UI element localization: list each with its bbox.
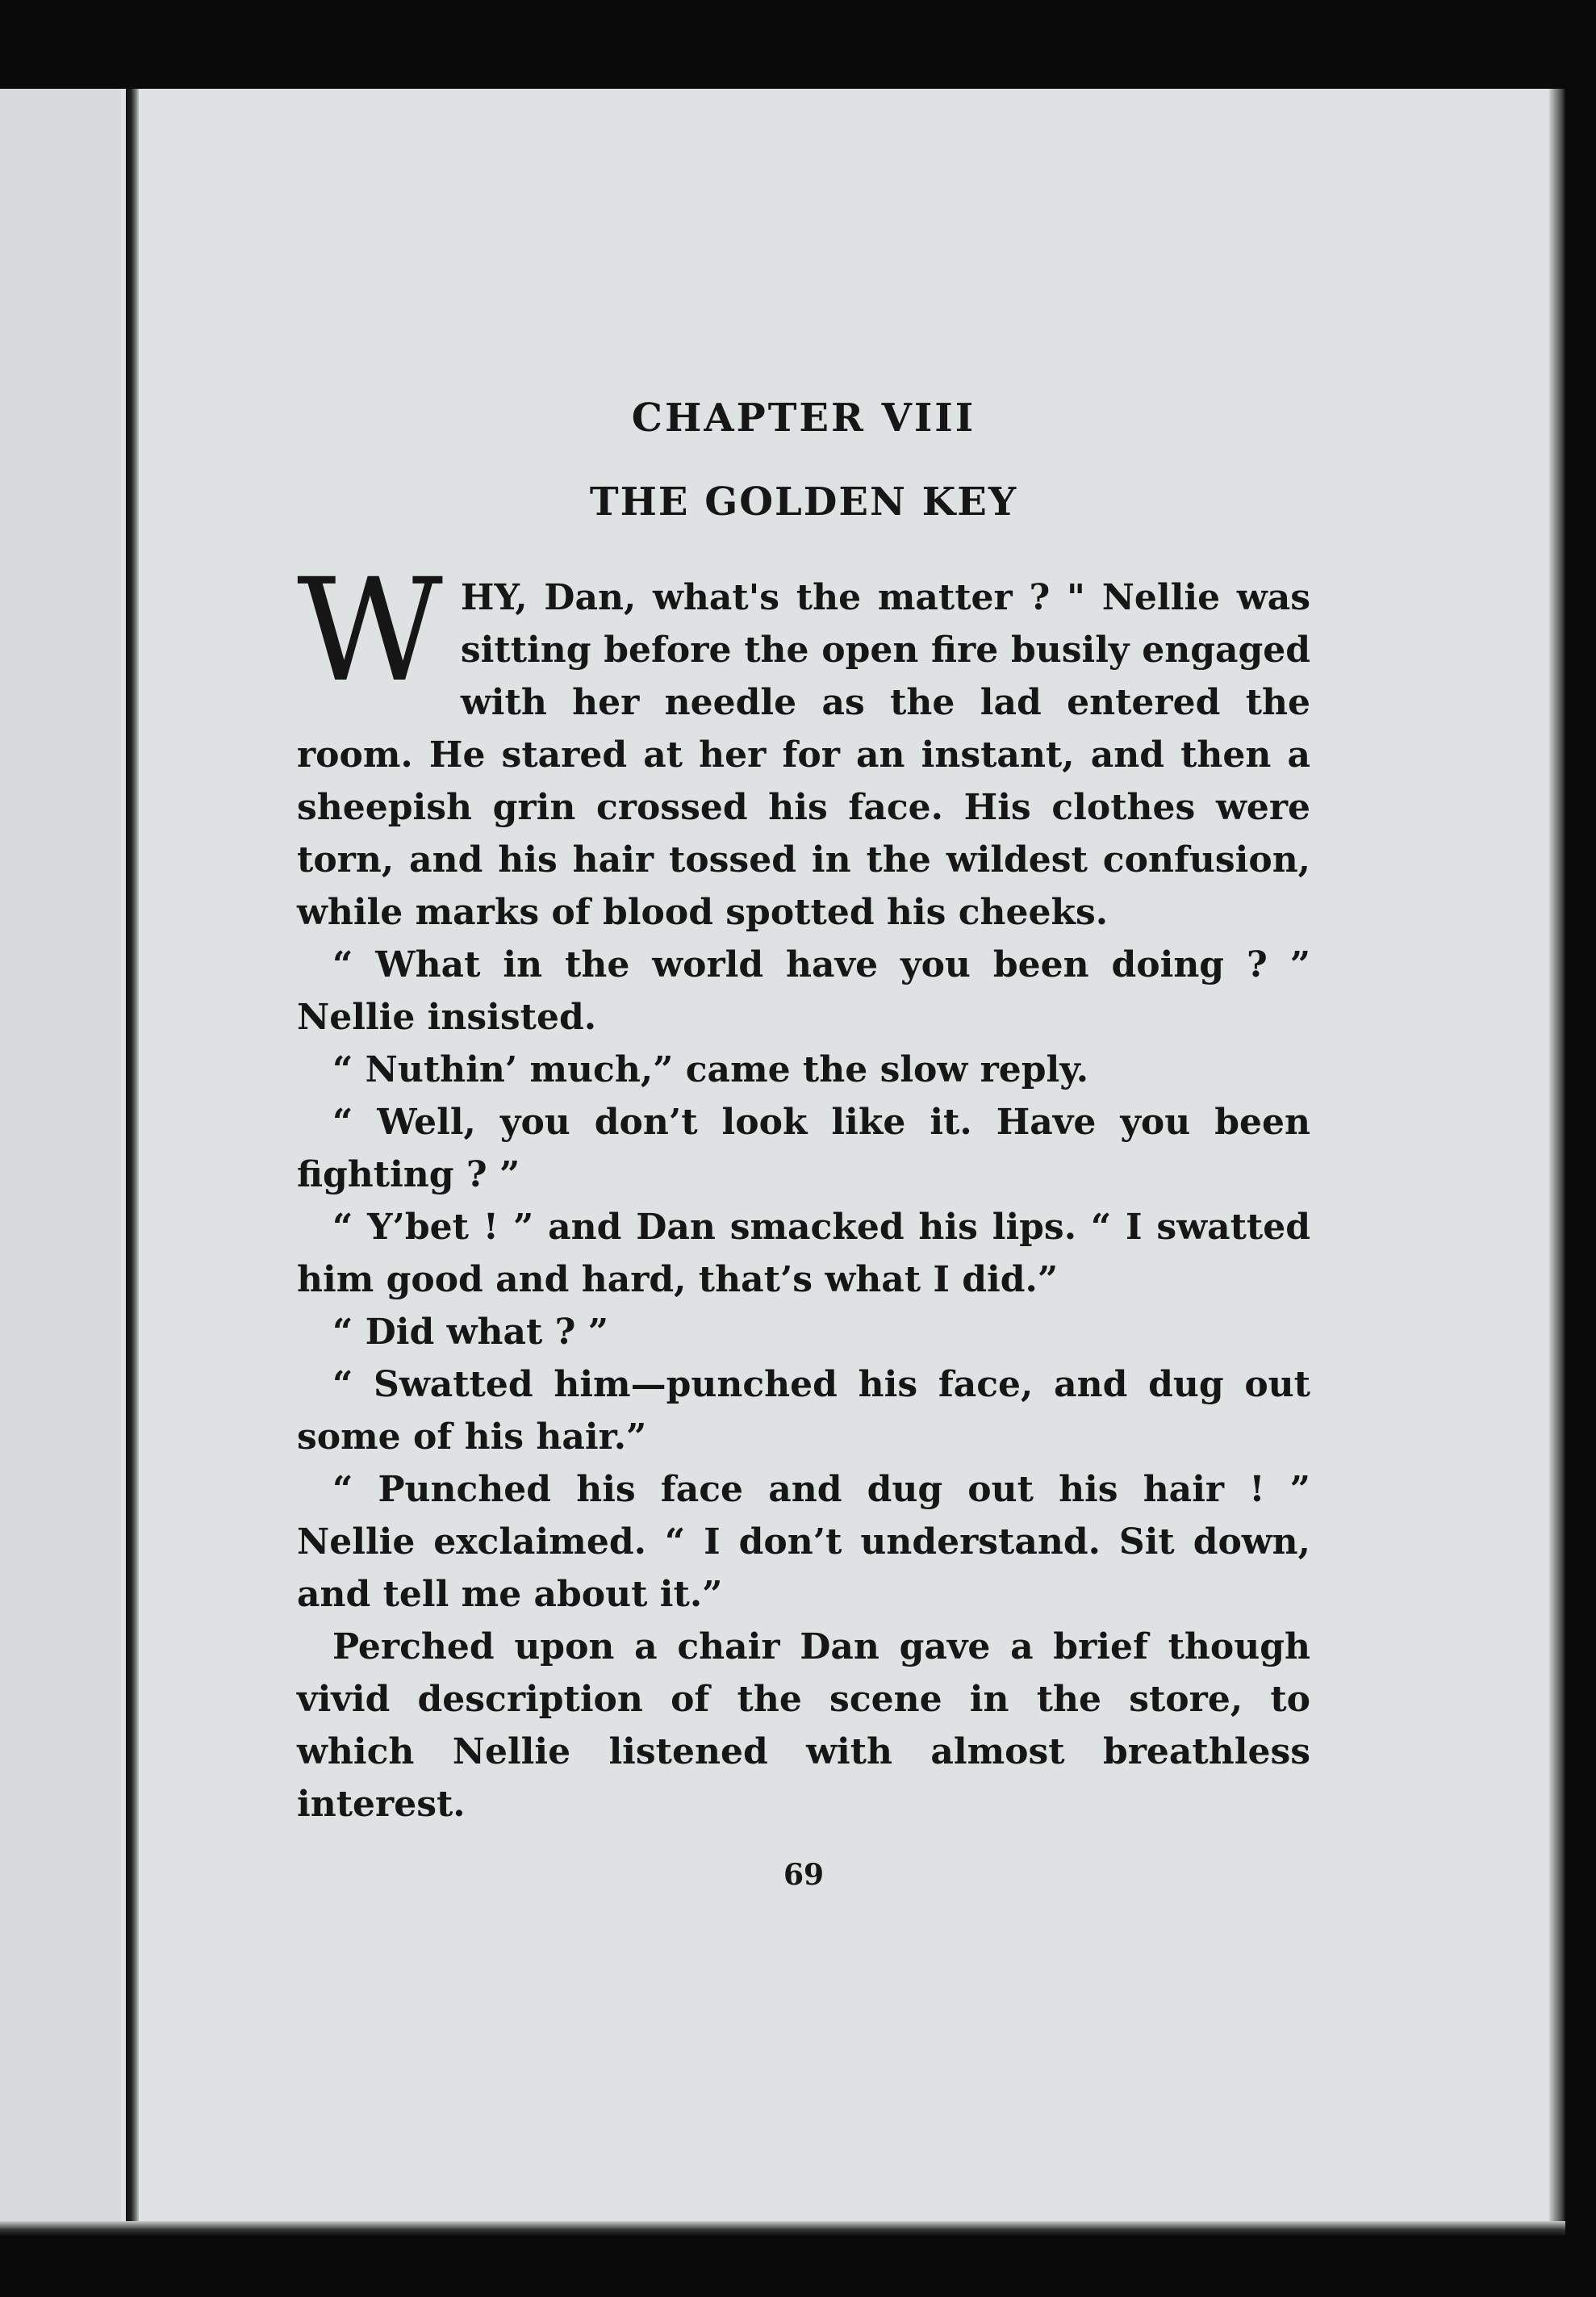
chapter-title: THE GOLDEN KEY bbox=[589, 479, 1018, 525]
page-text bbox=[297, 395, 1310, 1892]
paragraph: Perched upon a chair Dan gave a brief though vivid description of the scene in the store, to which Nellie listened with almost breathless interest. bbox=[297, 1626, 1310, 1825]
paragraph: “ Nuthin’ much,” came the slow reply. bbox=[332, 1049, 1089, 1090]
page-bottom-edge bbox=[0, 2221, 1565, 2236]
opening-paragraph bbox=[297, 548, 1310, 939]
drop-cap: W bbox=[297, 548, 443, 713]
paragraph: “ Punched his face and dug out his hair ! ” Nellie exclaimed. “ I don’t understand. Sit down, and tell me about it.” bbox=[297, 1469, 1310, 1615]
binding-gutter bbox=[126, 89, 139, 2236]
paragraph: “ Y’bet ! ” and Dan smacked his lips. “ I swatted him good and hard, that’s what I did.” bbox=[297, 1207, 1310, 1300]
chapter-heading: CHAPTER VIII bbox=[631, 395, 976, 441]
facing-page-edge bbox=[0, 89, 121, 2236]
page-right-edge bbox=[1549, 89, 1565, 2236]
opening-paragraph-text: HY, Dan, what's the matter ? " Nellie was sitting before the open fire busily engaged with her needle as the lad entered the room. He stared at her for an instant, and then a sheepish grin crossed his face. His clothes were torn, and his hair tossed in the wildest confusion, while marks of blood spotted his cheeks. bbox=[297, 577, 1310, 933]
paragraph: “ Swatted him—punched his face, and dug out some of his hair.” bbox=[297, 1364, 1310, 1458]
paragraph: “ Well, you don’t look like it. Have you been fighting ? ” bbox=[297, 1102, 1310, 1195]
book-page bbox=[0, 89, 1565, 2236]
paragraph: “ Did what ? ” bbox=[332, 1312, 609, 1353]
paragraph: “ What in the world have you been doing ? ” Nellie insisted. bbox=[297, 944, 1310, 1038]
page-number: 69 bbox=[783, 1858, 825, 1892]
